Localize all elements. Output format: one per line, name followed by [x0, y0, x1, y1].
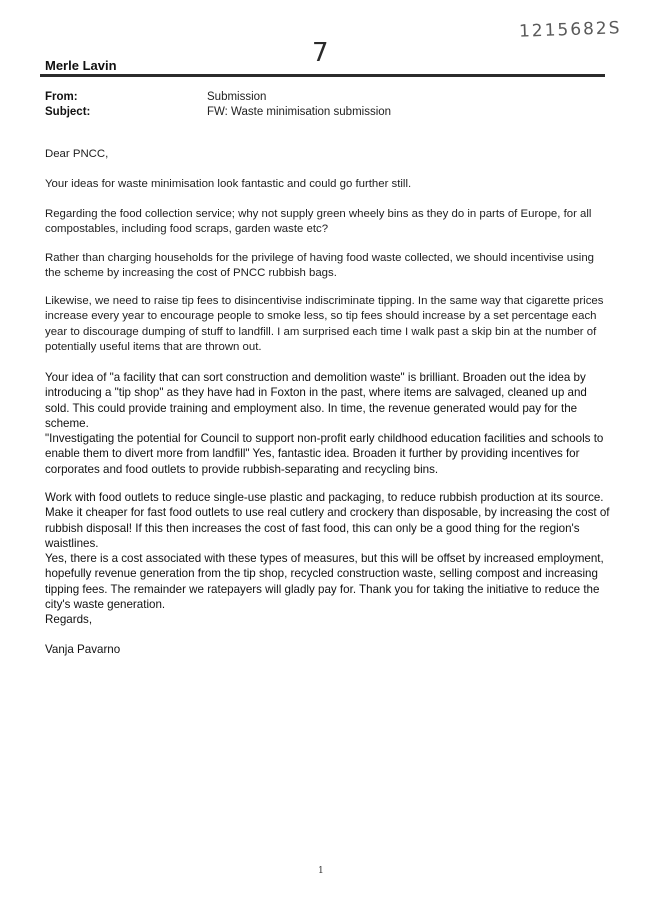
- subject-label: Subject:: [45, 106, 91, 118]
- email-header: [45, 90, 391, 120]
- handwritten-page-mark: 7: [312, 38, 329, 68]
- handwritten-reference-number: 1215682S: [518, 18, 622, 42]
- paragraph-7: Work with food outlets to reduce single-use plastic and packaging, to reduce rubbish production at its source. Make it cheaper for fast food outlets to use real cutlery and crockery than disposable, by increasing the cost of rubbish disposal! If this then increases the cost of fast food, this can only be a good thing for the region's waistlines.: [45, 491, 610, 551]
- paragraph-3: Rather than charging households for the privilege of having food waste collected, we should incentivise using the scheme by increasing the cost of PNCC rubbish bags.: [45, 252, 594, 280]
- page-number: 1: [318, 866, 324, 876]
- from-row: [45, 90, 391, 105]
- paragraph-5: Your idea of "a facility that can sort construction and demolition waste" is brilliant. Broaden out the idea by introducing a "tip shop" as they have had in Foxton in the past, where items are salvaged, cleaned up and sold. This could provide training and employment also. In time, the revenue generated would pay for the scheme.: [45, 371, 587, 431]
- paragraph-8: Yes, there is a cost associated with these types of measures, but this will be offset by increased employment, hopefully revenue generation from the tip shop, recycled construction waste, selling compost and increasing tipping fees. The remainder we ratepayers will gladly pay for. Thank you for taking the initiative to reduce the city's waste generation.: [45, 552, 604, 612]
- from-label: From:: [45, 91, 78, 103]
- greeting: Dear PNCC,: [45, 148, 109, 160]
- paragraph-2: Regarding the food collection service; why not supply green wheely bins as they do in parts of Europe, for all compostables, including food scraps, garden waste etc?: [45, 208, 592, 236]
- paragraph-1: Your ideas for waste minimisation look fantastic and could go further still.: [45, 178, 412, 190]
- from-value: Submission: [207, 91, 267, 103]
- header-divider: [40, 74, 605, 77]
- subject-value: FW: Waste minimisation submission: [207, 106, 392, 118]
- paragraph-4: Likewise, we need to raise tip fees to disincentivise indiscriminate tipping. In the same way that cigarette prices increase every year to encourage people to smoke less, so tip fees should increase by a set percentage each year to discourage dumping of stuff to landfill. I am surprised each time I walk past a skip bin at the number of potentially useful items that are thrown out.: [45, 295, 604, 354]
- sender-name: Merle Lavin: [45, 58, 117, 73]
- closing: Regards,: [45, 613, 93, 626]
- paragraph-6: "Investigating the potential for Council to support non-profit early childhood education facilities and schools to enable them to divert more from landfill" Yes, fantastic idea. Broaden it further by providing incentives for corporates and food outlets to provide rubbish-separating and recycling bins.: [45, 432, 604, 476]
- signature-name: Vanja Pavarno: [45, 643, 121, 656]
- subject-row: [45, 105, 391, 120]
